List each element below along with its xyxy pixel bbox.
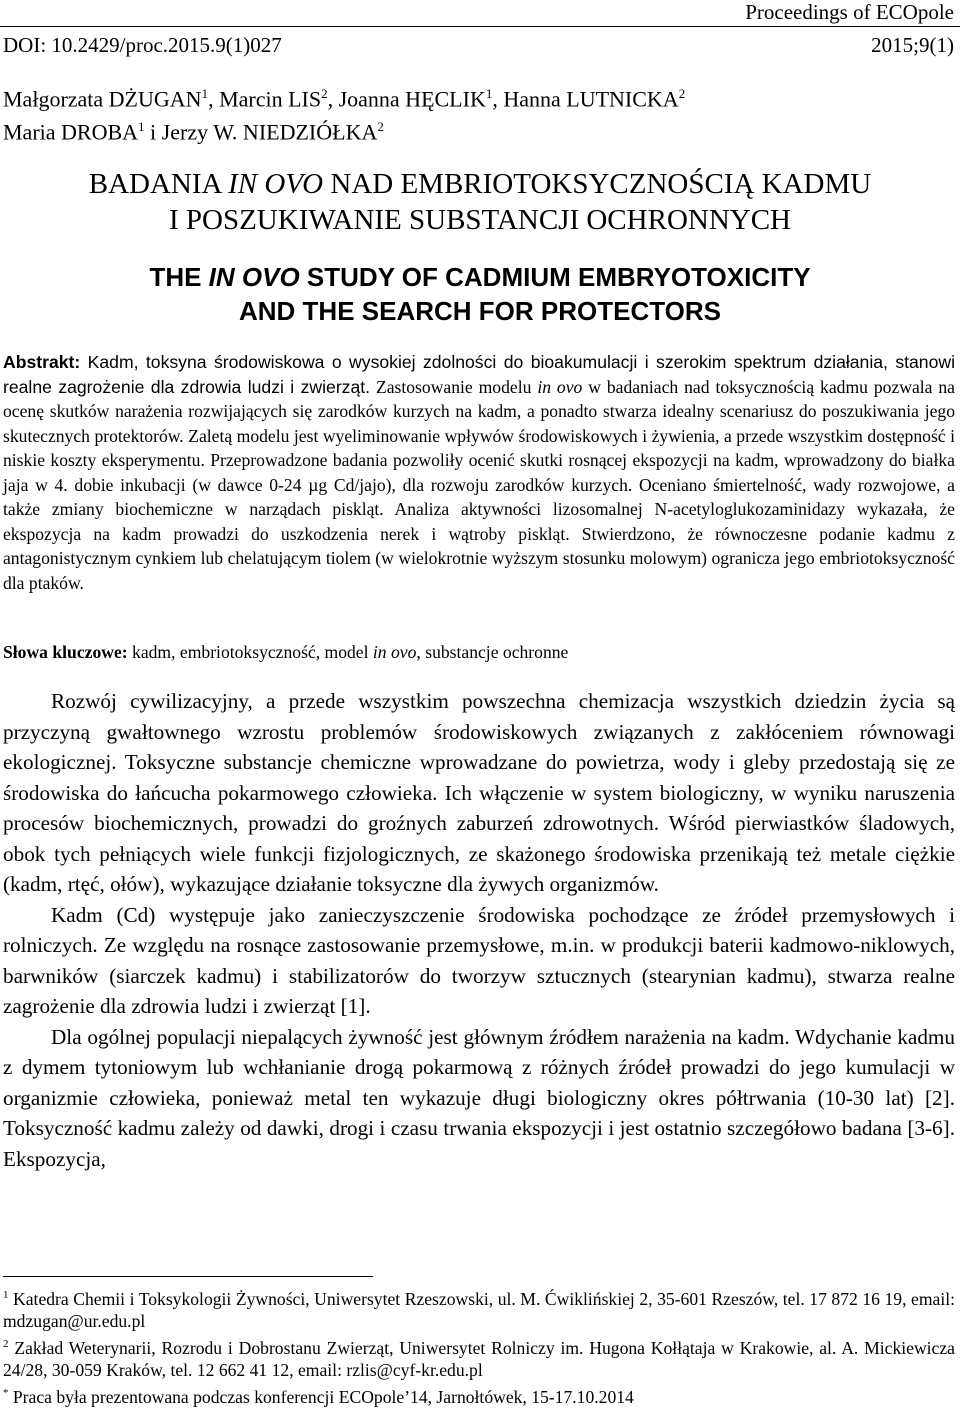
author-separator: ,	[208, 86, 220, 112]
affiliation-mark: 1	[485, 86, 493, 101]
author-name: Hanna LUTNICKA	[503, 86, 679, 112]
footnote	[3, 1333, 955, 1382]
author-separator: ,	[492, 86, 504, 112]
doi-row	[3, 33, 954, 58]
title-english-line-1	[0, 260, 960, 294]
affiliation-mark: 2	[377, 119, 384, 135]
body-text	[3, 686, 955, 1174]
author-name: Jerzy W. NIEDZIÓŁKA	[161, 119, 378, 145]
title-italic: IN OVO	[208, 262, 300, 292]
footnote-text: Praca była prezentowana podczas konferencji ECOpole’14, Jarnołtówek, 15-17.10.2014	[8, 1386, 634, 1407]
title-english-line-2: AND THE SEARCH FOR PROTECTORS	[239, 296, 721, 326]
author-name: Maria DROBA	[3, 119, 139, 145]
author-line-2	[3, 113, 685, 146]
keywords-italic: in ovo	[372, 642, 417, 662]
affiliation-mark: 1	[201, 86, 209, 101]
footnote-mark: *	[3, 1386, 9, 1399]
footnote-mark: 1	[3, 1289, 9, 1301]
footnote-rule	[3, 1276, 373, 1277]
author-separator: i	[144, 119, 162, 145]
affiliation-mark: 2	[678, 86, 686, 101]
footnote-text: Katedra Chemii i Toksykologii Żywności, Uniwersytet Rzeszowski, ul. M. Ćwiklińskiej 2, 35-601 Rzeszów, tel. 17 872 16 19, email: mdzugan@ur.edu.pl	[3, 1288, 955, 1332]
footnote	[3, 1284, 955, 1333]
abstract	[3, 350, 955, 595]
footnotes	[3, 1284, 955, 1408]
title-polish	[0, 166, 960, 238]
author-list	[3, 80, 685, 147]
doi: DOI: 10.2429/proc.2015.9(1)027	[3, 33, 282, 57]
abstract-text: Kadm, toksyna środowiskowa o wysokiej zdolności do bioakumulacji i szerokim spektrum działania, stanowi realne zagrożenie dla zdrowia ludzi i zwierząt.	[3, 352, 955, 397]
affiliation-mark: 2	[321, 86, 328, 101]
title-polish-line-1	[0, 166, 960, 202]
affiliation-mark: 1	[138, 119, 145, 135]
abstract-text: Zastosowanie modelu	[370, 376, 538, 397]
title-text: THE	[149, 262, 209, 292]
keywords-text: , substancje ochronne	[416, 642, 569, 662]
footnote-text: Zakład Weterynarii, Rozrodu i Dobrostanu Zwierząt, Uniwersytet Rolniczy im. Hugona Kołłątaja w Krakowie, al. A. Mickiewicza 24/28, 30-059 Kraków, tel. 12 662 41 12, email: rzlis@cyf-kr.edu.pl	[3, 1337, 955, 1381]
journal-name: Proceedings of ECOpole	[745, 0, 954, 24]
footnote	[3, 1382, 955, 1408]
keywords-text: kadm, embriotoksyczność, model	[127, 642, 373, 662]
volume: 2015;9(1)	[871, 33, 954, 57]
paragraph: Dla ogólnej populacji niepalących żywność jest głównym źródłem narażenia na kadm. Wdychanie kadmu z dymem tytoniowym lub wchłanianie drogą pokarmową z różnych źródeł prowadzi do jego kumulacji w organizmie człowieka, ponieważ metal ten wykazuje długi biologiczny okres półtrwania (10-30 lat) [2]. Toksyczność kadmu zależy od dawki, drogi i czasu trwania ekspozycji i jest ostatnio szczegółowo badana [3-6]. Ekspozycja,	[3, 1024, 955, 1171]
author-name: Joanna HĘCLIK	[338, 86, 486, 112]
abstract-label: Abstrakt:	[3, 352, 81, 372]
title-text: BADANIA	[88, 168, 229, 200]
footnote-mark: 2	[3, 1337, 9, 1350]
title-text: NAD EMBRIOTOKSYCZNOŚCIĄ KADMU	[323, 168, 872, 200]
title-polish-line-2: I POSZUKIWANIE SUBSTANCJI OCHRONNYCH	[168, 204, 791, 236]
paragraph: Rozwój cywilizacyjny, a przede wszystkim powszechna chemizacja wszystkich dziedzin życia są przyczyną gwałtownego wzrostu problemów środowiskowych związanych z zakłóceniem równowagi ekologicznej. Toksyczne substancje chemiczne wprowadzane do powietrza, wody i gleby przedostają się ze środowiska do łańcucha pokarmowego człowieka. Ich włączenie w system biologiczny, w wyniku naruszenia procesów biochemicznych, prowadzi do groźnych zaburzeń zdrowotnych. Wśród pierwiastków śladowych, obok tych pełniących wiele funkcji fizjologicznych, ze skażonego środowiska przenikają też metale ciężkie (kadm, rtęć, ołów), wykazujące działanie toksyczne dla żywych organizmów.	[3, 689, 955, 896]
header-rule	[0, 26, 960, 27]
abstract-italic: in ovo	[537, 376, 583, 397]
author-name: Marcin LIS	[219, 86, 322, 112]
author-line-1	[3, 80, 685, 113]
author-name: Małgorzata DŻUGAN	[3, 86, 202, 112]
abstract-text: w badaniach nad toksycznością kadmu pozwala na ocenę skutków narażenia rozwijających się zarodków kurzych na kadm, a ponadto stwarza idealny scenariusz do poszukiwania jego skutecznych protektorów. Zaletą modelu jest wyeliminowanie wpływów środowiskowych i żywienia, a przede wszystkim dostępność i niskie koszty eksperymentu. Przeprowadzone badania pozwoliły ocenić skutki rosnącej ekspozycji na kadm, wprowadzony do białka jaja w 4. dobie inkubacji (w dawce 0-24 µg Cd/jajo), dla rozwoju zarodków kurzych. Oceniano śmiertelność, wady rozwojowe, a także zmiany biochemiczne w narządach piskląt. Analiza aktywności lizosomalnej N-acetyloglukozaminidazy wykazała, że ekspozycja na kadm prowadzi do uszkodzenia nerek i wątroby piskląt. Stwierdzono, że równoczesne podanie kadmu z antagonistycznym cynkiem lub chelatującym tiolem (w wielokrotnie wyższym stosunku molowym) ogranicza jego embriotoksyczność dla ptaków.	[3, 376, 955, 593]
paragraph: Kadm (Cd) występuje jako zanieczyszczenie środowiska pochodzące ze źródeł przemysłowych i rolniczych. Ze względu na rosnące zastosowanie przemysłowe, m.in. w produkcji baterii kadmowo-niklowych, barwników (siarczek kadmu) i stabilizatorów do tworzyw sztucznych (stearynian kadmu), stwarza realne zagrożenie dla zdrowia ludzi i zwierząt [1].	[3, 902, 955, 1018]
author-separator: ,	[327, 86, 339, 112]
keywords	[3, 642, 568, 663]
keywords-label: Słowa kluczowe:	[3, 642, 128, 662]
title-english	[0, 260, 960, 328]
title-text: STUDY OF CADMIUM EMBRYOTOXICITY	[299, 262, 811, 292]
title-italic: IN OVO	[228, 168, 324, 200]
